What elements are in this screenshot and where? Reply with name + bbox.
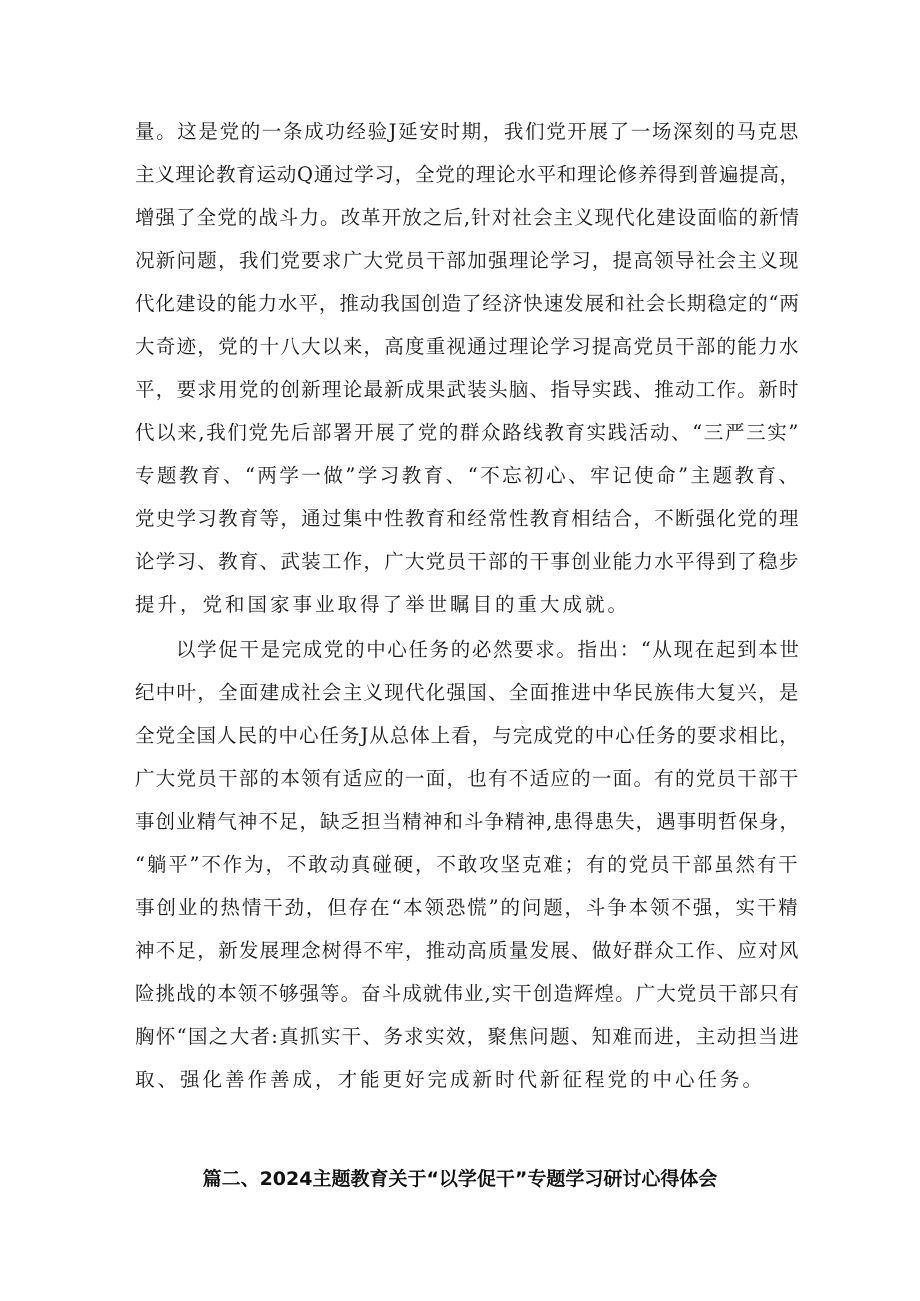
paragraph-1-line: 论学习、教育、武装工作，广大党员干部的干事创业能力水平得到了稳步 [135,550,800,573]
paragraph-2-line: 事创业的热情干劲，但存在“本领恐慌”的问题，斗争本领不强，实干精 [135,896,800,919]
paragraph-1-line: 况新问题，我们党要求广大党员干部加强理论学习，提高领导社会主义现 [135,249,800,272]
paragraph-2-line: 事创业精气神不足，缺乏担当精神和斗争精神,患得患失，遇事明哲保身， [135,810,801,833]
paragraph-2-line: 以学促干是完成党的中心任务的必然要求。指出：“从现在起到本世 [176,638,801,661]
paragraph-2-line: 神不足，新发展理念树得不牢，推动高质量发展、做好群众工作、应对风 [135,939,800,962]
paragraph-2-line: 险挑战的本领不够强等。奋斗成就伟业,实干创造辉煌。广大党员干部只有 [135,982,801,1005]
paragraph-1-line: 增强了全党的战斗力。改革开放之后,针对社会主义现代化建设面临的新情 [135,206,801,229]
paragraph-1-line: 代化建设的能力水平，推动我国创造了经济快速发展和社会长期稳定的“两 [135,292,800,315]
paragraph-2-line: 纪中叶，全面建成社会主义现代化强国、全面推进中华民族伟大复兴，是 [135,681,800,704]
paragraph-1-line: 量。这是党的一条成功经验J延安时期，我们党开展了一场深刻的马克思 [135,120,800,143]
paragraph-2-line: 广大党员干部的本领有适应的一面，也有不适应的一面。有的党员干部干 [135,767,800,790]
paragraph-1-line: 主义理论教育运动Q通过学习，全党的理论水平和理论修养得到普遍提高， [135,163,800,186]
paragraph-1-line: 平，要求用党的创新理论最新成果武装头脑、指导实践、推动工作。新时 [135,378,800,401]
paragraph-1-line: 代以来,我们党先后部署开展了党的群众路线教育实践活动、“三严三实” [135,421,801,444]
paragraph-2-line: 取、强化善作善成，才能更好完成新时代新征程党的中心任务。 [135,1068,766,1091]
paragraph-2-line: 全党全国人民的中心任务J从总体上看，与完成党的中心任务的要求相比， [135,724,800,747]
paragraph-1-line: 大奇迹，党的十八大以来，高度重视通过理论学习提高党员干部的能力水 [135,335,800,358]
section-heading: 篇二、2024主题教育关于“以学促干”专题学习研讨心得体会 [202,1168,718,1190]
paragraph-1-line: 党史学习教育等，通过集中性教育和经常性教育相结合，不断强化党的理 [135,507,800,530]
paragraph-2-line: 胸怀“国之大者:真抓实干、务求实效，聚焦问题、知难而进，主动担当进 [135,1025,800,1048]
paragraph-1-line: 提升，党和国家事业取得了举世瞩目的重大成就。 [135,593,631,616]
paragraph-1-line: 专题教育、“两学一做”学习教育、“不忘初心、牢记使命”主题教育、 [135,464,801,487]
paragraph-2-line: “躺平”不作为，不敢动真碰硬，不敢攻坚克难；有的党员干部虽然有干 [135,853,800,876]
